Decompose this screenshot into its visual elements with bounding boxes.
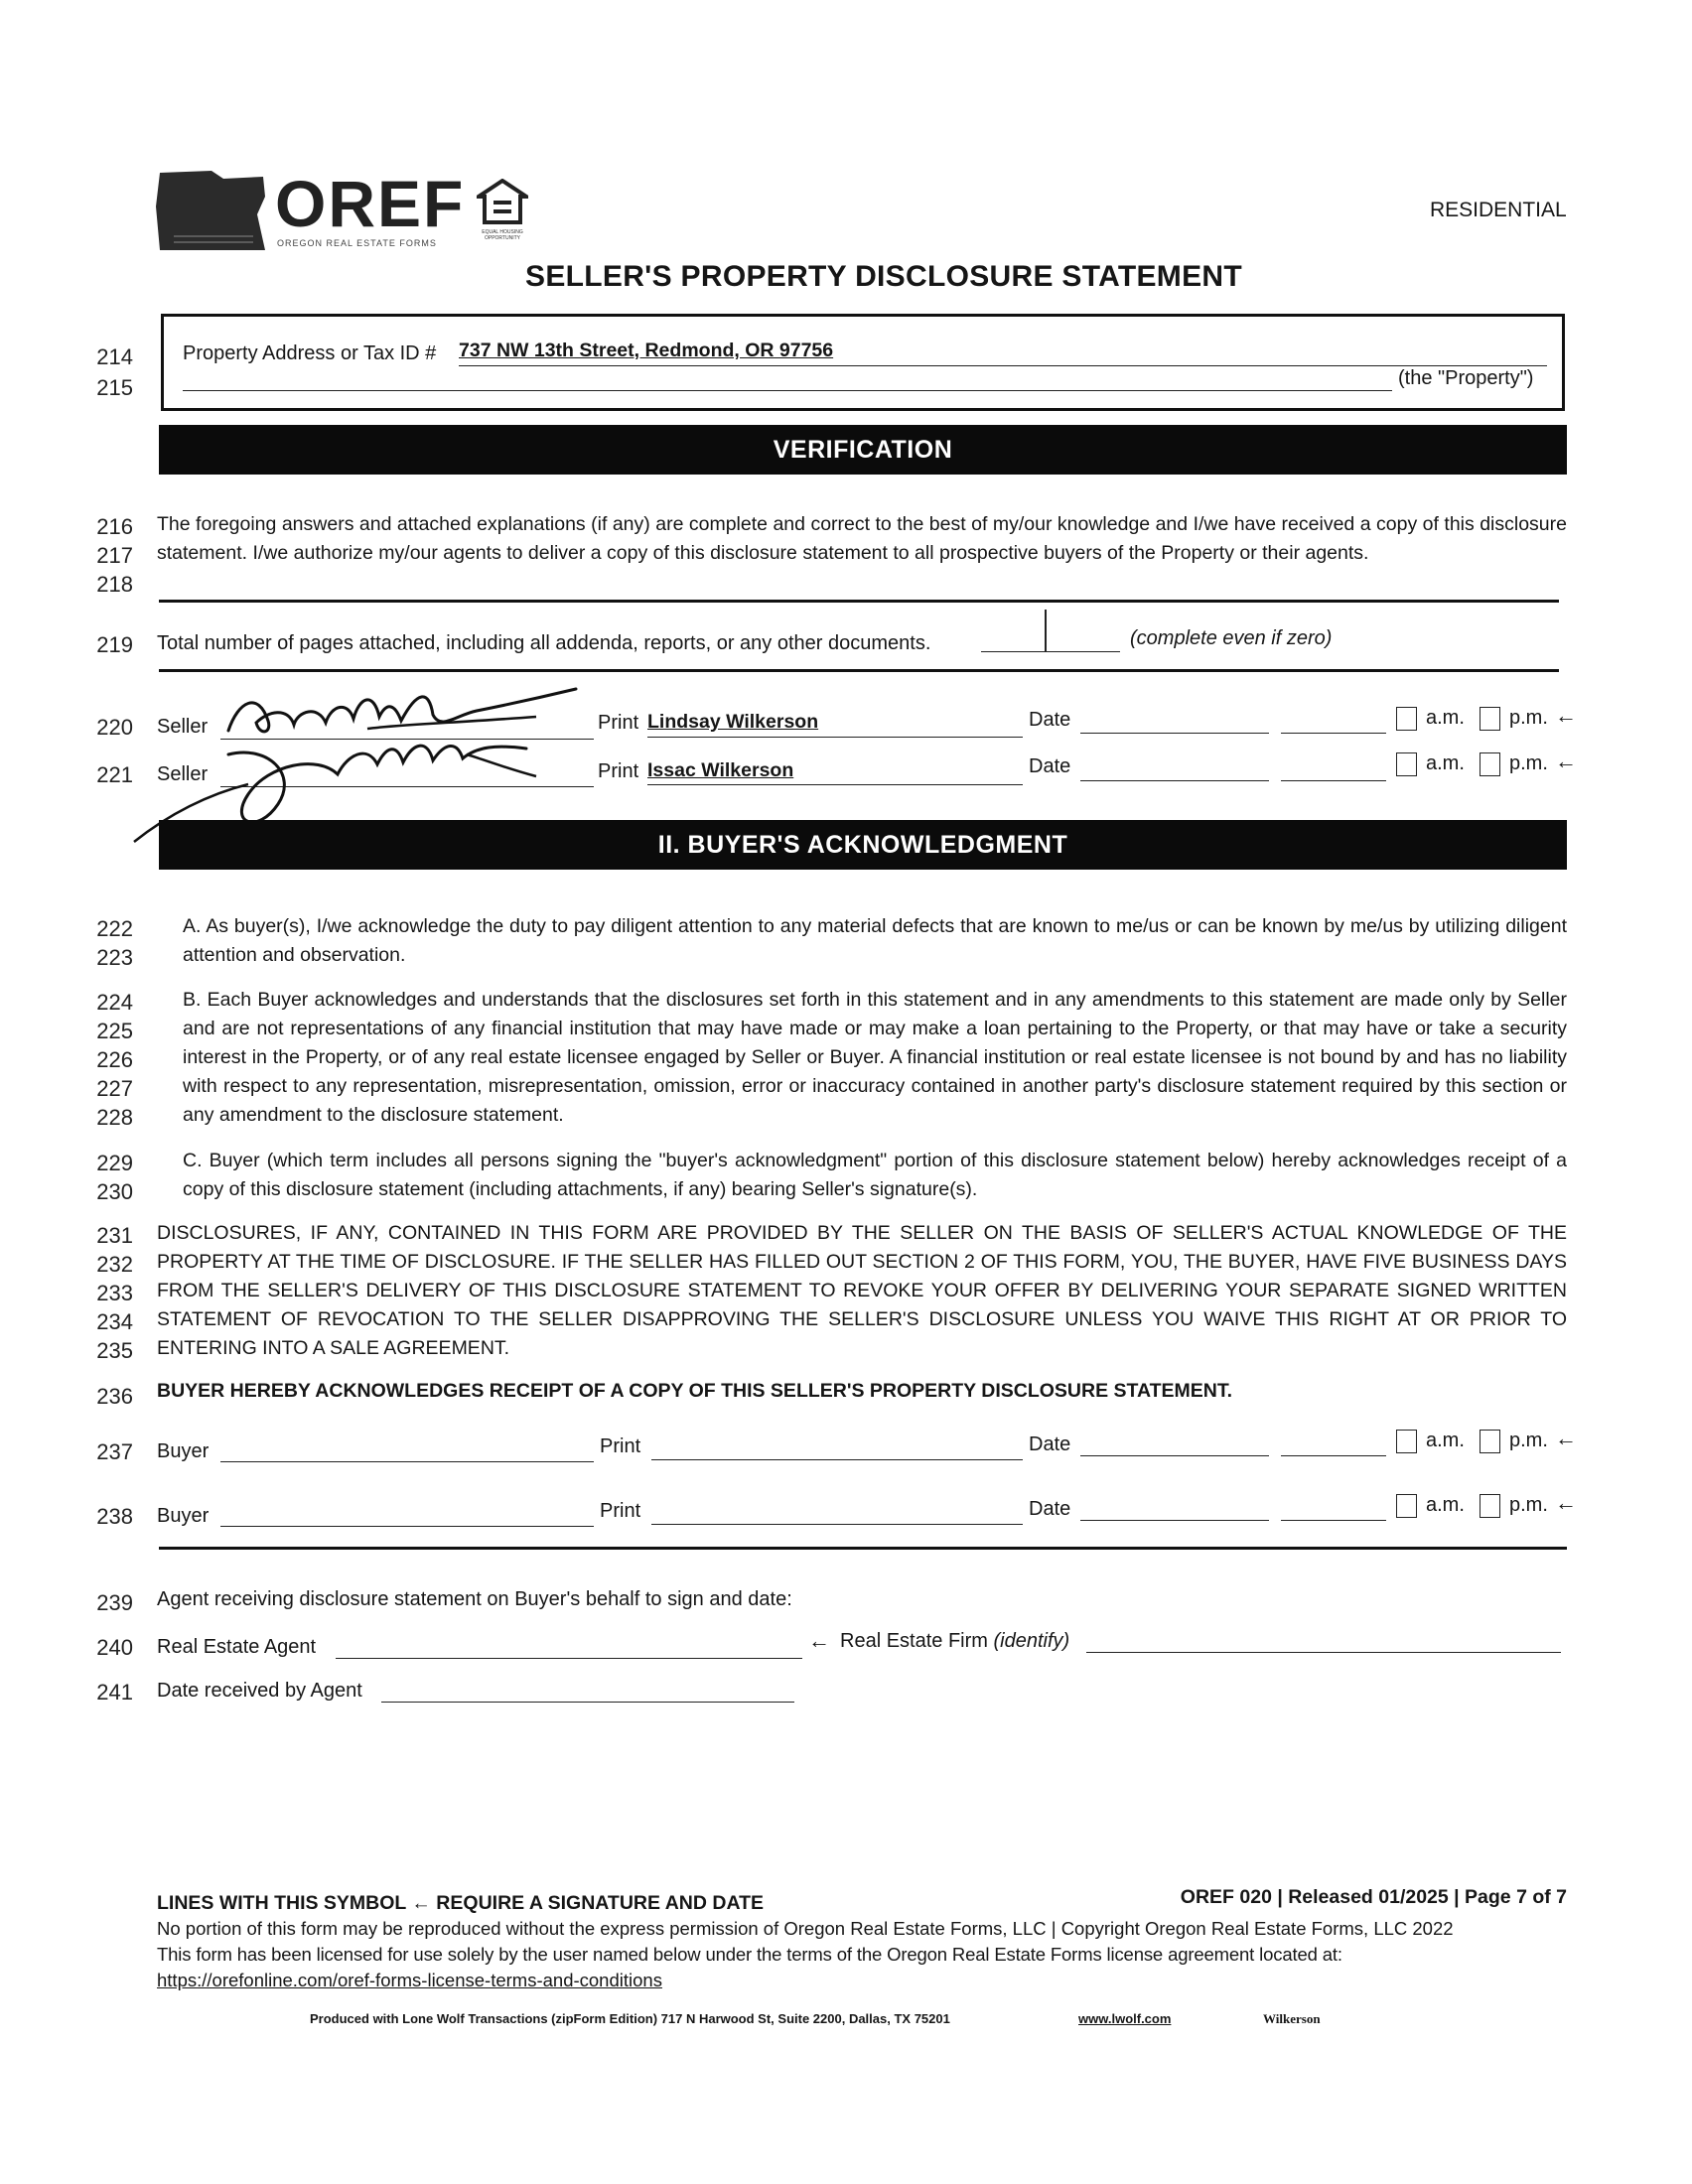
date-input[interactable] [1080,1455,1269,1456]
user-name: Wilkerson [1263,2011,1321,2026]
pages-attached-label: Total number of pages attached, including all addenda, reports, or any other documents. [157,632,931,654]
produced-link[interactable]: www.lwolf.com [1078,2011,1172,2026]
license-link[interactable]: https://orefonline.com/oref-forms-license-terms-and-conditions [157,1970,662,1990]
line-number: 233 [96,1281,133,1305]
property-suffix: (the "Property") [1398,367,1534,389]
buyer-label: Buyer [157,1440,210,1462]
produced-by: Produced with Lone Wolf Transactions (zipForm Edition) 717 N Harwood St, Suite 2200, Dallas, TX 75201 [310,2011,950,2026]
firm-identify: (identify) [993,1630,1070,1652]
receipt-statement: BUYER HEREBY ACKNOWLEDGES RECEIPT OF A COPY OF THIS SELLER'S PROPERTY DISCLOSURE STATEMENT. [157,1380,1233,1402]
signature-arrow-icon: ← [1555,1426,1577,1450]
firm-label-text: Real Estate Firm [840,1630,988,1652]
line-number: 230 [96,1179,133,1204]
firm-input[interactable] [1086,1652,1561,1653]
buyer-label: Buyer [157,1505,210,1527]
am-checkbox[interactable] [1396,752,1417,776]
seller-label: Seller [157,716,209,738]
print-label: Print [600,1435,641,1457]
property-address-value[interactable]: 737 NW 13th Street, Redmond, OR 97756 [459,340,834,361]
copyright-text: No portion of this form may be reproduced without the express permission of Oregon Real Estate Forms, LLC | Copyright Oregon Real Estate Forms, LLC 2022 [157,1918,1454,1939]
line-number: 216 [96,514,133,539]
line-number: 220 [96,715,133,740]
divider [159,600,1559,603]
pm-checkbox[interactable] [1480,752,1500,776]
equal-housing-icon [477,179,528,224]
pages-tick [1045,610,1047,651]
buyer-ack-heading: II. BUYER'S ACKNOWLEDGMENT [159,820,1567,870]
buyer-ack-c-text: C. Buyer (which term includes all persons signing the "buyer's acknowledgment" portion of this disclosure statement below) hereby acknowledges receipt of a copy of this disclosure statement (including attachments, if any) bearing Seller's signature(s). [183,1150,1567,1200]
line-number: 229 [96,1151,133,1175]
form-type-label: RESIDENTIAL [1430,199,1567,221]
oref-logo [154,167,482,258]
agent-label: Real Estate Agent [157,1636,317,1658]
equal-housing-logo [477,179,528,240]
oregon-map-icon [154,167,273,254]
am-label: a.m. [1426,707,1465,729]
line-number: 217 [96,543,133,568]
line-number: 235 [96,1338,133,1363]
date-input[interactable] [1080,733,1269,734]
pm-label: p.m. [1509,1430,1548,1451]
page-title: SELLER'S PROPERTY DISCLOSURE STATEMENT [525,260,1242,293]
signature-arrow-icon: ← [1555,749,1577,773]
seller-label: Seller [157,763,209,785]
verification-text: The foregoing answers and attached explanations (if any) are complete and correct to the best of my/our knowledge and I/we have received a copy of this disclosure statement. I/we authorize my/our agents to deliver a copy of this disclosure statement to all prospective buyers of the Property or their agents. [157,513,1567,564]
pm-checkbox[interactable] [1480,1430,1500,1453]
line-number: 240 [96,1635,133,1660]
divider [159,1547,1567,1550]
print-name-line [647,784,1023,785]
line-number: 224 [96,990,133,1015]
buyer-print-line[interactable] [651,1524,1023,1525]
firm-label [840,1630,1069,1653]
disclosure-caps-text: DISCLOSURES, IF ANY, CONTAINED IN THIS FORM ARE PROVIDED BY THE SELLER ON THE BASIS OF SELLER'S ACTUAL KNOWLEDGE OF THE PROPERTY AT THE TIME OF DISCLOSURE. IF THE SELLER HAS FILLED OUT SECTION 2 OF THIS FORM, YOU, THE BUYER, HAVE FIVE BUSINESS DAYS FROM THE SELLER'S DELIVERY OF THIS DISCLOSURE STATEMENT TO REVOKE YOUR OFFER BY DELIVERING YOUR SEPARATE SIGNED WRITTEN STATEMENT OF REVOCATION TO THE SELLER DISAPPROVING THE SELLER'S DISCLOSURE UNLESS YOU WAIVE THIS RIGHT AT OR PRIOR TO ENTERING INTO A SALE AGREEMENT. [157,1222,1567,1359]
line-number: 215 [96,375,133,400]
agent-intro: Agent receiving disclosure statement on Buyer's behalf to sign and date: [157,1588,792,1610]
line-number: 237 [96,1439,133,1464]
property-second-line [183,390,1392,391]
agent-signature-line[interactable] [336,1658,802,1659]
line-number: 222 [96,916,133,941]
line-number: 238 [96,1504,133,1529]
logo-subtext: OREGON REAL ESTATE FORMS [277,238,437,248]
buyer-signature-line[interactable] [220,1461,594,1462]
date-label: Date [1029,709,1071,731]
am-label: a.m. [1426,1494,1465,1516]
form-id: OREF 020 | Released 01/2025 | Page 7 of 7 [1180,1886,1567,1908]
print-label: Print [600,1500,641,1522]
date-label: Date [1029,1433,1071,1455]
line-number: 218 [96,572,133,597]
buyer-ack-b-text: B. Each Buyer acknowledges and understands that the disclosures set forth in this statement and in any amendments to this statement are made only by Seller and are not representations of any financial institution that may have made or may make a loan pertaining to the Property, or that may have or take a security interest in the Property, or of any real estate licensee engaged by Seller or Buyer. A financial institution or real estate licensee is not bound by and has no liability with respect to any representation, misrepresentation, omission, error or inaccuracy contained in another party's disclosure statement required by this section or any amendment to the disclosure statement. [183,989,1567,1126]
print-name-line [647,737,1023,738]
pages-note: (complete even if zero) [1130,627,1333,649]
line-number: 225 [96,1019,133,1043]
print-label: Print [598,760,639,782]
pm-label: p.m. [1509,1494,1548,1516]
pm-label: p.m. [1509,752,1548,774]
am-checkbox[interactable] [1396,1430,1417,1453]
date-input[interactable] [1080,780,1269,781]
time-input[interactable] [1281,780,1386,781]
line-number: 231 [96,1223,133,1248]
pm-checkbox[interactable] [1480,1494,1500,1518]
signature-arrow-icon: ← [808,1628,830,1653]
property-address-line [459,365,1547,366]
verification-heading: VERIFICATION [159,425,1567,475]
print-label: Print [598,712,639,734]
time-input[interactable] [1281,1455,1386,1456]
line-number: 228 [96,1105,133,1130]
buyer-print-line[interactable] [651,1459,1023,1460]
date-input[interactable] [1080,1520,1269,1521]
signature-arrow-icon: ← [1555,703,1577,728]
line-number: 214 [96,344,133,369]
line-number: 223 [96,945,133,970]
line-number: 221 [96,762,133,787]
line-number: 226 [96,1047,133,1072]
line-number: 232 [96,1252,133,1277]
time-input[interactable] [1281,733,1386,734]
date-label: Date [1029,755,1071,777]
line-number: 227 [96,1076,133,1101]
property-address-label: Property Address or Tax ID # [183,342,437,364]
am-checkbox[interactable] [1396,707,1417,731]
date-label: Date [1029,1498,1071,1520]
pm-label: p.m. [1509,707,1548,729]
pm-checkbox[interactable] [1480,707,1500,731]
equal-housing-text: EQUAL HOUSING OPPORTUNITY [482,229,523,241]
buyer-signature-line[interactable] [220,1526,594,1527]
line-number: 219 [96,632,133,657]
seller-print-name[interactable]: Lindsay Wilkerson [647,711,819,733]
logo-wordmark: OREF [275,167,466,240]
seller-print-name[interactable]: Issac Wilkerson [647,759,794,781]
buyer-ack-a-text: A. As buyer(s), I/we acknowledge the duty to pay diligent attention to any material defects that are known to me/us or can be known by me/us by utilizing diligent attention and observation. [183,915,1567,966]
line-number: 241 [96,1680,133,1705]
line-number: 234 [96,1309,133,1334]
symbol-note: LINES WITH THIS SYMBOL ← REQUIRE A SIGNATURE AND DATE [157,1892,765,1914]
am-checkbox[interactable] [1396,1494,1417,1518]
line-number: 239 [96,1590,133,1615]
am-label: a.m. [1426,1430,1465,1451]
time-input[interactable] [1281,1520,1386,1521]
date-received-input[interactable] [381,1702,794,1703]
date-received-label: Date received by Agent [157,1680,362,1702]
signature-arrow-icon: ← [1555,1490,1577,1515]
line-number: 236 [96,1384,133,1409]
am-label: a.m. [1426,752,1465,774]
pages-attached-input[interactable] [981,651,1120,652]
license-text: This form has been licensed for use solely by the user named below under the terms of the Oregon Real Estate Forms license agreement located at: [157,1944,1342,1965]
